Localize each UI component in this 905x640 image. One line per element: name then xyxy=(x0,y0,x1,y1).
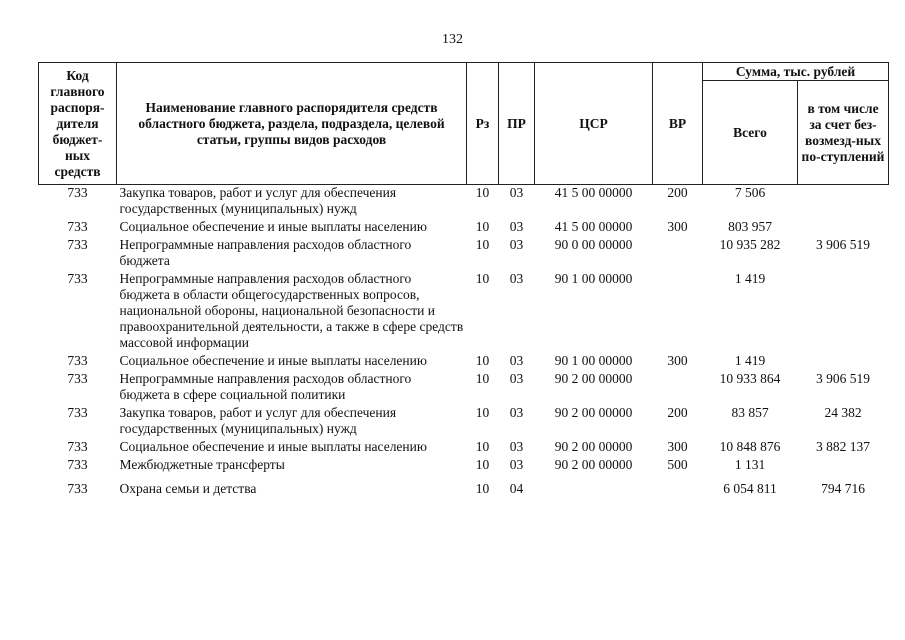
cell-rz: 10 xyxy=(475,405,490,420)
cell-csr: 41 5 00 00000 xyxy=(554,185,633,200)
cell-rz: 10 xyxy=(475,371,490,386)
cell-name: Охрана семьи и детства xyxy=(119,481,257,496)
page-number: 132 xyxy=(442,32,463,47)
cell-total: 7 506 xyxy=(734,185,766,200)
header-code: Код главного распоря-дителя бюджет-ных средств xyxy=(39,63,117,185)
cell-vr xyxy=(653,237,703,271)
cell-free: 3 906 519 xyxy=(816,237,870,252)
cell-vr: 200 xyxy=(667,405,688,420)
cell-pr: 03 xyxy=(509,185,524,200)
header-vr: ВР xyxy=(653,63,703,185)
cell-total: 6 054 811 xyxy=(723,481,777,496)
cell-rz: 10 xyxy=(475,439,490,454)
cell-name: Социальное обеспечение и иные выплаты населению xyxy=(119,219,427,234)
cell-total: 1 131 xyxy=(734,457,766,472)
cell-free xyxy=(798,271,889,353)
cell-vr xyxy=(653,271,703,353)
cell-csr: 90 1 00 00000 xyxy=(554,353,633,368)
cell-free: 24 382 xyxy=(824,405,862,420)
cell-csr: 41 5 00 00000 xyxy=(554,219,633,234)
cell-free: 794 716 xyxy=(821,481,865,496)
header-sum: Сумма, тыс. рублей xyxy=(703,63,889,81)
cell-name: Непрограммные направления расходов областного бюджета в области общегосударственных вопросов, национальной обороны, национальной безопасности и правоохранительной деятельности, а также в сфере средств массовой информации xyxy=(119,271,464,350)
cell-code: 733 xyxy=(67,219,88,234)
cell-free xyxy=(798,457,889,475)
cell-total: 10 935 282 xyxy=(719,237,781,252)
cell-code: 733 xyxy=(67,439,88,454)
table-body xyxy=(39,185,889,500)
cell-free xyxy=(798,353,889,371)
cell-pr: 03 xyxy=(509,371,524,386)
header-name: Наименование главного распорядителя средств областного бюджета, раздела, подраздела, целевой статьи, группы видов расходов xyxy=(117,63,467,185)
cell-vr: 300 xyxy=(667,353,688,368)
cell-name: Закупка товаров, работ и услуг для обеспечения государственных (муниципальных) нужд xyxy=(119,185,397,216)
cell-total: 83 857 xyxy=(731,405,769,420)
cell-vr: 300 xyxy=(667,219,688,234)
cell-name: Социальное обеспечение и иные выплаты населению xyxy=(119,439,427,454)
cell-pr: 03 xyxy=(509,219,524,234)
cell-csr: 90 1 00 00000 xyxy=(554,271,633,286)
table-header xyxy=(39,63,889,185)
cell-vr: 300 xyxy=(667,439,688,454)
cell-pr: 03 xyxy=(509,237,524,252)
header-csr: ЦСР xyxy=(535,63,653,185)
cell-total: 10 848 876 xyxy=(719,439,781,454)
cell-csr: 90 2 00 00000 xyxy=(554,371,633,386)
cell-rz: 10 xyxy=(475,457,490,472)
cell-code: 733 xyxy=(67,405,88,420)
cell-csr: 90 0 00 00000 xyxy=(554,237,633,252)
cell-free: 3 906 519 xyxy=(816,371,870,386)
table-row xyxy=(39,439,889,457)
cell-rz: 10 xyxy=(475,185,490,200)
cell-name: Непрограммные направления расходов областного бюджета в сфере социальной политики xyxy=(119,371,412,402)
table-row xyxy=(39,457,889,475)
cell-total: 1 419 xyxy=(734,353,766,368)
cell-code: 733 xyxy=(67,237,88,252)
table-row xyxy=(39,237,889,271)
cell-name: Закупка товаров, работ и услуг для обеспечения государственных (муниципальных) нужд xyxy=(119,405,397,436)
cell-code: 733 xyxy=(67,353,88,368)
cell-rz: 10 xyxy=(475,271,490,286)
table-row xyxy=(39,219,889,237)
cell-pr: 03 xyxy=(509,457,524,472)
cell-total: 803 957 xyxy=(728,219,772,234)
cell-code: 733 xyxy=(67,271,88,286)
cell-rz: 10 xyxy=(475,353,490,368)
table-row xyxy=(39,353,889,371)
cell-total: 10 933 864 xyxy=(719,371,781,386)
budget-table xyxy=(38,62,889,499)
cell-csr: 90 2 00 00000 xyxy=(554,457,633,472)
cell-free xyxy=(798,219,889,237)
header-pr: ПР xyxy=(499,63,535,185)
table-row xyxy=(39,405,889,439)
cell-code: 733 xyxy=(67,185,88,200)
cell-csr xyxy=(535,475,653,499)
table-row xyxy=(39,271,889,353)
cell-name: Непрограммные направления расходов областного бюджета xyxy=(119,237,412,268)
cell-vr: 500 xyxy=(667,457,688,472)
cell-vr xyxy=(653,371,703,405)
cell-pr: 03 xyxy=(509,271,524,286)
table-row xyxy=(39,185,889,220)
cell-pr: 03 xyxy=(509,405,524,420)
cell-rz: 10 xyxy=(475,481,490,496)
cell-rz: 10 xyxy=(475,237,490,252)
cell-vr xyxy=(653,475,703,499)
cell-pr: 03 xyxy=(509,439,524,454)
cell-free: 3 882 137 xyxy=(816,439,870,454)
table-row xyxy=(39,475,889,499)
cell-total: 1 419 xyxy=(734,271,766,286)
header-free: в том числе за счет без-возмезд-ных по-ступлений xyxy=(798,81,889,185)
cell-free xyxy=(798,185,889,220)
cell-csr: 90 2 00 00000 xyxy=(554,405,633,420)
header-total: Всего xyxy=(703,81,798,185)
cell-rz: 10 xyxy=(475,219,490,234)
table-row xyxy=(39,371,889,405)
cell-name: Межбюджетные трансферты xyxy=(119,457,285,472)
cell-vr: 200 xyxy=(667,185,688,200)
cell-name: Социальное обеспечение и иные выплаты населению xyxy=(119,353,427,368)
cell-pr: 03 xyxy=(509,353,524,368)
header-rz: Рз xyxy=(467,63,499,185)
cell-code: 733 xyxy=(67,371,88,386)
cell-code: 733 xyxy=(67,481,88,496)
cell-code: 733 xyxy=(67,457,88,472)
cell-pr: 04 xyxy=(509,481,524,496)
cell-csr: 90 2 00 00000 xyxy=(554,439,633,454)
